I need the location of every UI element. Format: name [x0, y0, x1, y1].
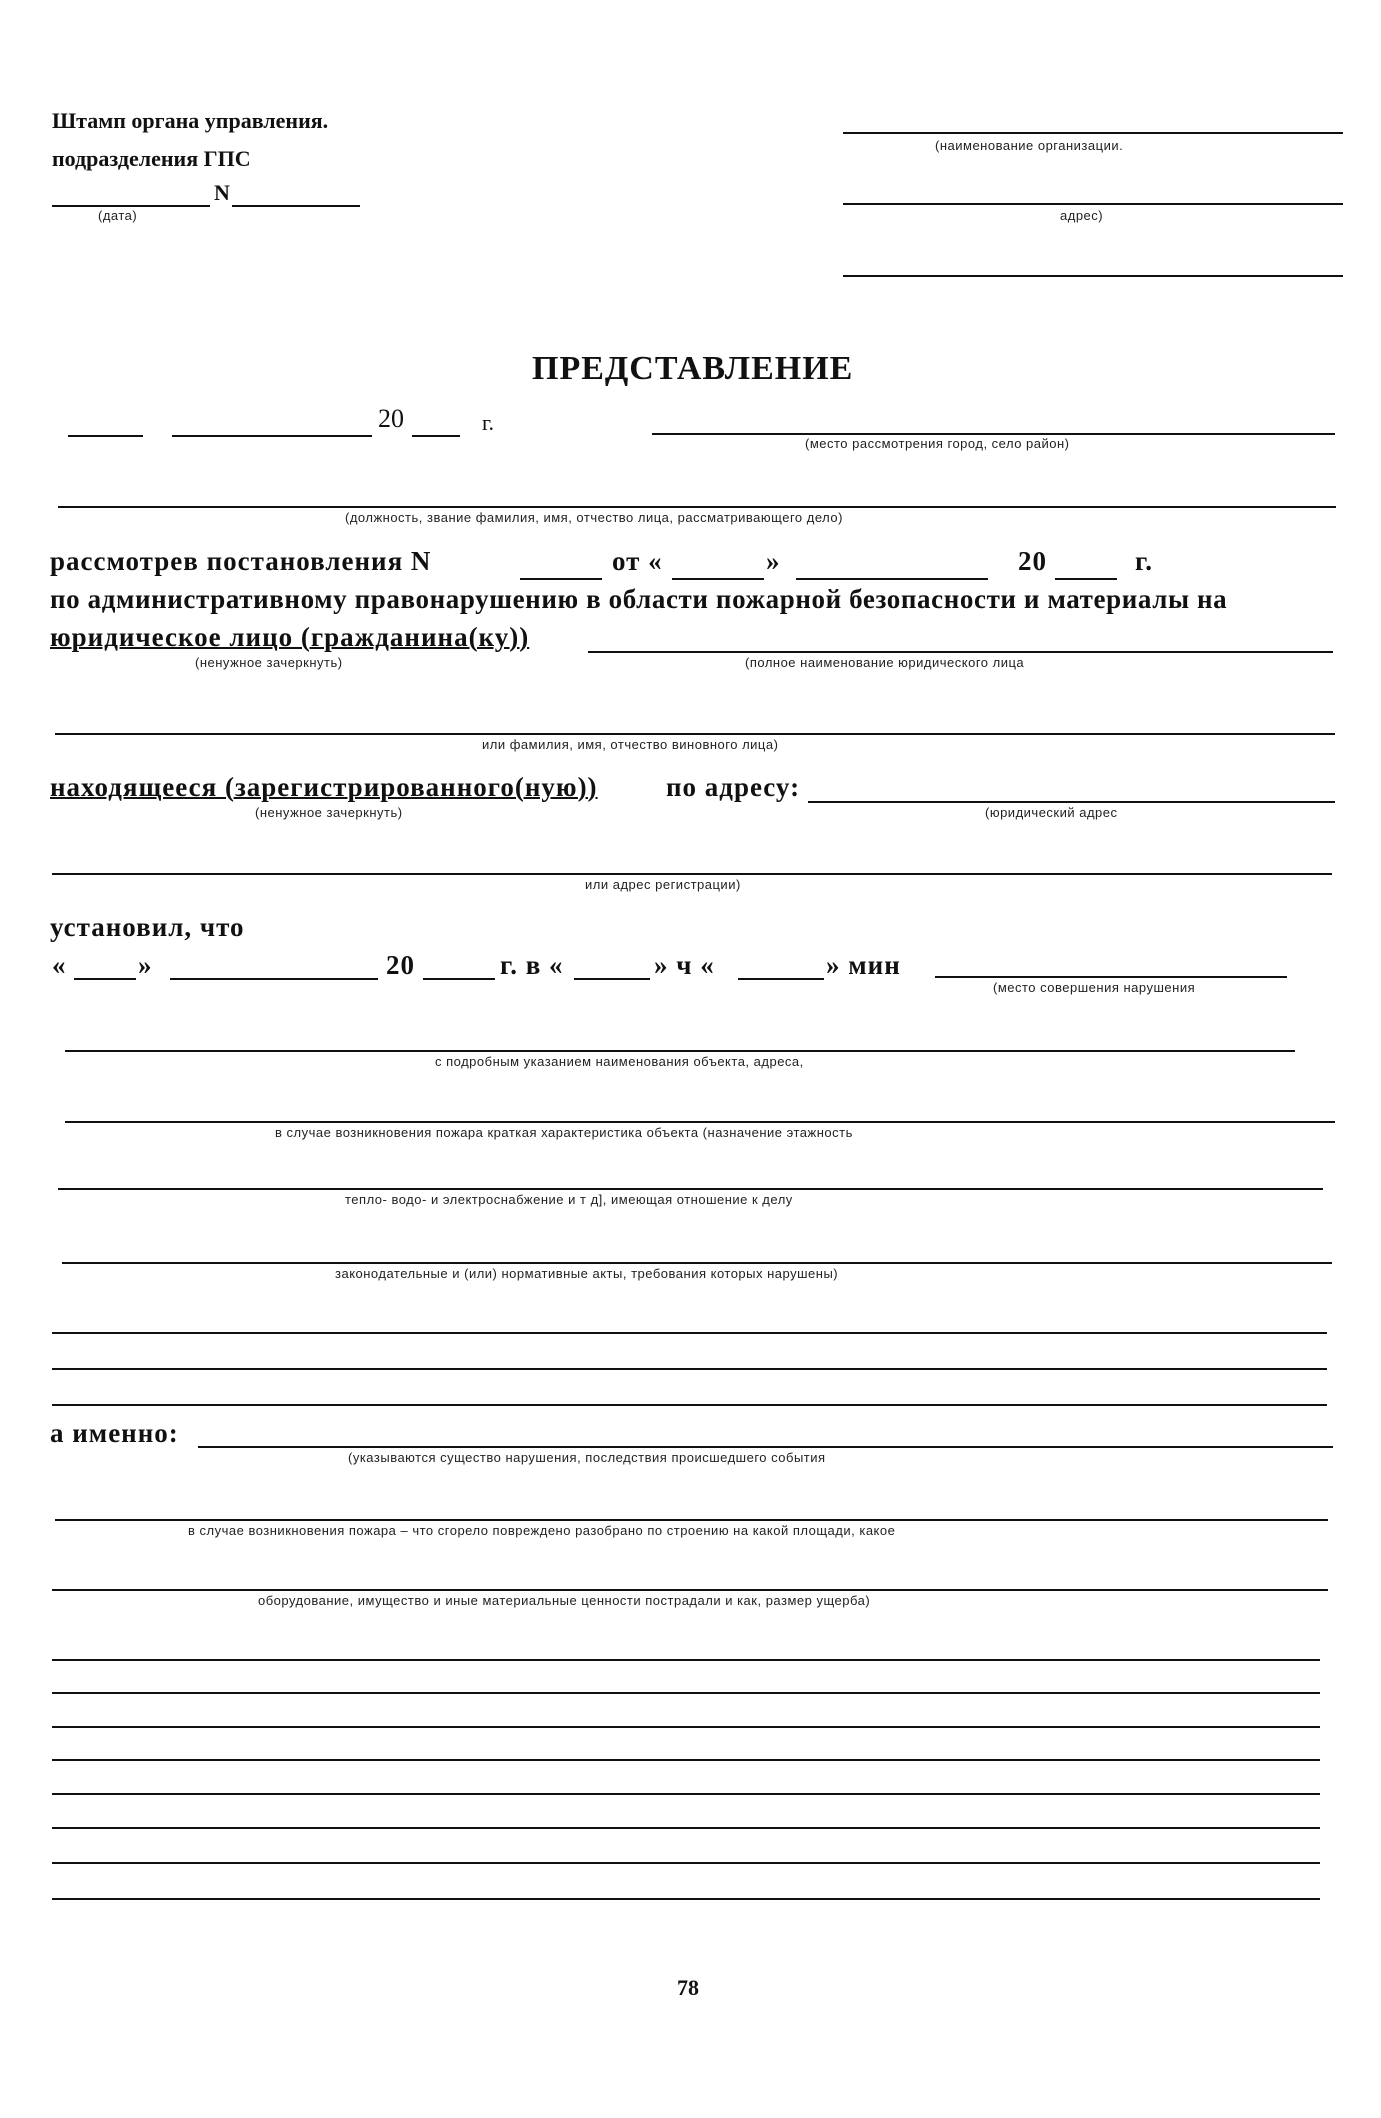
blank-line-8: [52, 1898, 1320, 1900]
considered-year: 20: [1018, 546, 1047, 576]
org-name-line: [843, 132, 1343, 134]
laws-caption: законодательные и (или) нормативные акты, требования которых нарушены): [335, 1266, 839, 1281]
detail-line-1: [65, 1050, 1295, 1052]
date-year-suffix: г.: [482, 410, 495, 435]
decision-month-line: [796, 578, 988, 580]
blank-line-5: [52, 1793, 1320, 1795]
stamp-date-line: [52, 205, 210, 207]
date-month-line: [172, 435, 372, 437]
place-line: [652, 433, 1335, 435]
located-text: находящееся (зарегистрированного(ную)): [50, 772, 598, 802]
considered-from: от «: [612, 546, 663, 576]
event-year-line: [423, 978, 495, 980]
place-caption: (место рассмотрения город, село район): [805, 436, 1070, 451]
detail-line-6: [52, 1368, 1327, 1370]
org-address-caption: адрес): [1060, 208, 1104, 223]
case-line: по административному правонарушению в области пожарной безопасности и материалы на: [50, 584, 1228, 614]
considered-close-quote: »: [766, 546, 781, 576]
entity-name-line: [588, 651, 1333, 653]
registration-line: [52, 873, 1332, 875]
namely-line: [198, 1446, 1333, 1448]
detail-caption: с подробным указанием наименования объекта, адреса,: [435, 1054, 804, 1069]
event-month-line: [170, 978, 378, 980]
org-address-line: [843, 203, 1343, 205]
considered-text: рассмотрев постановления N: [50, 546, 432, 576]
time-open-quote: «: [52, 950, 67, 980]
org-name-caption: (наименование организации.: [935, 138, 1124, 153]
time-hour: » ч «: [654, 950, 715, 980]
stamp-line-1: Штамп органа управления.: [52, 108, 329, 133]
official-line: [58, 506, 1336, 508]
date-day-line: [68, 435, 143, 437]
entity-text: юридическое лицо (гражданина(ку)): [50, 622, 530, 652]
consequence-line-1: [55, 1519, 1328, 1521]
entity-name-caption: (полное наименование юридического лица: [745, 655, 1025, 670]
page-number: 78: [677, 1975, 699, 2000]
burned-caption: в случае возникновения пожара – что сгорело повреждено разобрано по строению на какой площади, какое: [188, 1523, 896, 1538]
decision-year-line: [1055, 578, 1117, 580]
legal-address-line: [808, 801, 1335, 803]
event-hour-line: [574, 978, 650, 980]
org-extra-line: [843, 275, 1343, 277]
blank-line-1: [52, 1659, 1320, 1661]
event-minute-line: [738, 978, 824, 980]
decision-day-line: [672, 578, 764, 580]
blank-line-3: [52, 1726, 1320, 1728]
blank-line-6: [52, 1827, 1320, 1829]
stamp-n-sign: N: [214, 180, 230, 205]
entity-strike-caption: (ненужное зачеркнуть): [195, 655, 343, 670]
event-day-line: [74, 978, 136, 980]
person-line: [55, 733, 1335, 735]
located-address-label: по адресу:: [666, 772, 801, 802]
detail-line-3: [58, 1188, 1323, 1190]
stamp-line-2: подразделения ГПС: [52, 146, 251, 171]
blank-line-2: [52, 1692, 1320, 1694]
violation-place-line: [935, 976, 1287, 978]
essence-caption: (указываются существо нарушения, последствия происшедшего события: [348, 1450, 826, 1465]
supply-caption: тепло- водо- и электроснабжение и т д], имеющая отношение к делу: [345, 1192, 793, 1207]
consequence-line-2: [52, 1589, 1328, 1591]
detail-line-7: [52, 1404, 1327, 1406]
official-caption: (должность, звание фамилия, имя, отчество лица, рассматривающего дело): [345, 510, 843, 525]
time-year: 20: [386, 950, 415, 980]
legal-address-caption: (юридический адрес: [985, 805, 1118, 820]
namely-text: а именно:: [50, 1418, 179, 1448]
detail-line-2: [65, 1121, 1335, 1123]
stamp-date-caption: (дата): [98, 208, 138, 223]
equipment-caption: оборудование, имущество и иные материальные ценности пострадали и как, размер ущерба): [258, 1593, 871, 1608]
decision-number-line: [520, 578, 602, 580]
time-min: » мин: [826, 950, 901, 980]
time-g-v: г. в «: [500, 950, 564, 980]
fire-caption: в случае возникновения пожара краткая характеристика объекта (назначение этажность: [275, 1125, 853, 1140]
time-close-quote: »: [138, 950, 153, 980]
date-year-prefix: 20: [378, 404, 404, 433]
person-caption: или фамилия, имя, отчество виновного лица): [482, 737, 779, 752]
stamp-number-line: [232, 205, 360, 207]
located-strike-caption: (ненужное зачеркнуть): [255, 805, 403, 820]
detail-line-4: [62, 1262, 1332, 1264]
date-year-line: [412, 435, 460, 437]
registration-caption: или адрес регистрации): [585, 877, 741, 892]
blank-line-7: [52, 1862, 1320, 1864]
established-text: установил, что: [50, 912, 245, 942]
considered-g: г.: [1135, 546, 1153, 576]
detail-line-5: [52, 1332, 1327, 1334]
violation-place-caption: (место совершения нарушения: [993, 980, 1196, 995]
document-title: ПРЕДСТАВЛЕНИЕ: [532, 350, 854, 387]
blank-line-4: [52, 1759, 1320, 1761]
